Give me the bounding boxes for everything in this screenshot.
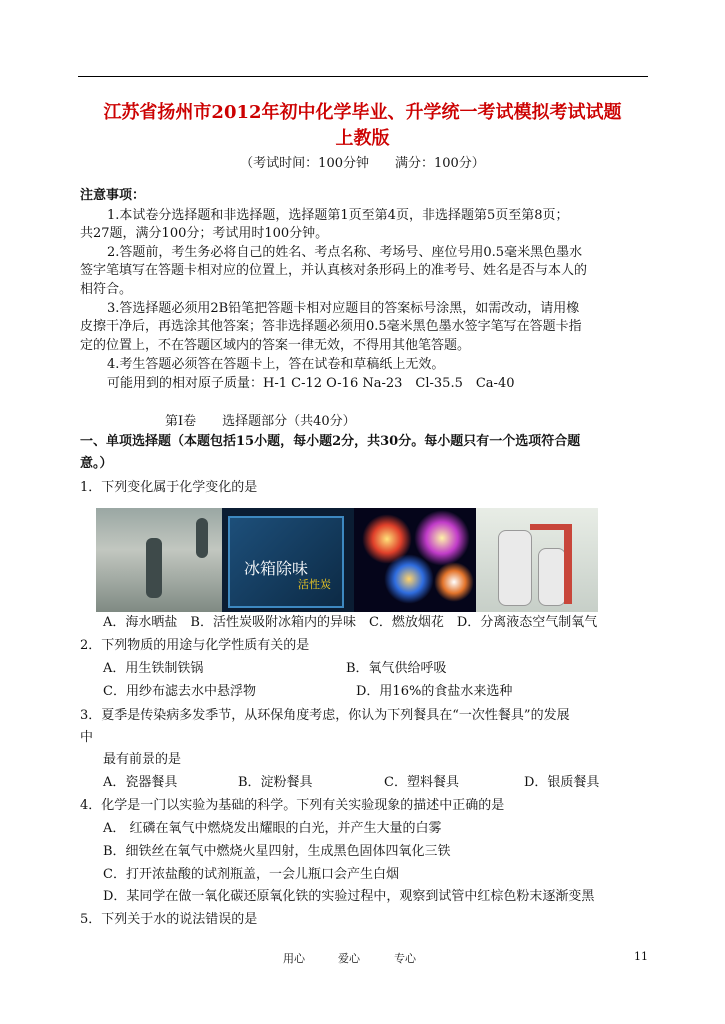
q2-option-a: A．用生铁制铁锅 bbox=[103, 661, 204, 676]
notice-line: 共27题，满分100分；考试用时100分钟。 bbox=[80, 226, 329, 241]
notice-line: 皮擦干净后，再选涂其他答案；答非选择题必须用0.5毫米黑色墨水签字笔写在答题卡指 bbox=[80, 319, 582, 334]
exam-subtitle: （考试时间：100分钟 满分：100分） bbox=[240, 156, 485, 171]
notice-line: 定的位置上，不在答题区域内的答案一律无效，不得用其他笔答题。 bbox=[80, 338, 471, 353]
footer-text: 专心 bbox=[394, 952, 416, 965]
q2-option-c: C．用纱布滤去水中悬浮物 bbox=[103, 684, 256, 699]
exam-title-line1: 江苏省扬州市2012年初中化学毕业、升学统一考试模拟考试试题 bbox=[103, 102, 622, 123]
notice-line: 签字笔填写在答题卡相对应的位置上，并认真核对条形码上的准考号、姓名是否与本人的 bbox=[80, 263, 588, 278]
firework-burst bbox=[434, 562, 474, 602]
question-4: 4．化学是一门以实验为基础的科学。下列有关实验现象的描述中正确的是 bbox=[80, 798, 505, 813]
q4-option-b: B．细铁丝在氧气中燃烧火星四射，生成黑色固体四氧化三铁 bbox=[103, 844, 451, 859]
product-box-label: 冰箱除味 bbox=[244, 559, 309, 578]
worker-figure bbox=[196, 518, 208, 558]
q4-option-d: D．某同学在做一氧化碳还原氧化铁的实验过程中，观察到试管中红棕色粉末逐渐变黑 bbox=[103, 889, 595, 904]
notice-line: 2.答题前，考生务必将自己的姓名、考点名称、考场号、座位号用0.5毫米黑色墨水 bbox=[107, 245, 583, 260]
q3-option-d: D．银质餐具 bbox=[524, 775, 600, 790]
notice-line: 相符合。 bbox=[80, 282, 133, 297]
red-pipe bbox=[530, 524, 572, 530]
question-2: 2．下列物质的用途与化学性质有关的是 bbox=[80, 638, 310, 653]
exam-title-line2: 上教版 bbox=[335, 128, 390, 149]
section1-heading: 一、单项选择题（本题包括15小题，每小题2分，共30分。每小题只有一个选项符合题 bbox=[80, 434, 581, 449]
q3-option-b: B．淀粉餐具 bbox=[238, 775, 313, 790]
footer-text: 用心 bbox=[283, 952, 305, 965]
page-number: 11 bbox=[634, 950, 648, 963]
air-separation-plant-photo bbox=[476, 508, 598, 612]
question-3-cont: 中 bbox=[80, 730, 94, 745]
question-3-cont: 最有前景的是 bbox=[103, 752, 182, 767]
question-1: 1．下列变化属于化学变化的是 bbox=[80, 480, 258, 495]
firework-burst bbox=[384, 554, 434, 604]
tank bbox=[498, 530, 532, 606]
question-5: 5．下列关于水的说法错误的是 bbox=[80, 912, 258, 927]
q4-option-a: A． 红磷在氧气中燃烧发出耀眼的白光，并产生大量的白雾 bbox=[103, 821, 442, 836]
salt-evaporation-photo bbox=[96, 508, 222, 612]
tank bbox=[538, 548, 566, 606]
header-rule bbox=[78, 76, 648, 77]
q3-option-a: A．瓷器餐具 bbox=[103, 775, 178, 790]
q3-option-c: C．塑料餐具 bbox=[384, 775, 459, 790]
question-3: 3．夏季是传染病多发季节，从环保角度考虑，你认为下列餐具在“一次性餐具”的发展 bbox=[80, 708, 570, 723]
q4-option-c: C．打开浓盐酸的试剂瓶盖，一会儿瓶口会产生白烟 bbox=[103, 867, 399, 882]
notice-heading: 注意事项： bbox=[80, 188, 146, 203]
notice-line: 4.考生答题必须答在答题卡上，答在试卷和草稿纸上无效。 bbox=[107, 357, 445, 372]
section1-heading-cont: 意。） bbox=[80, 456, 113, 471]
red-pipe bbox=[564, 524, 572, 604]
product-box bbox=[228, 516, 344, 608]
q2-option-b: B．氧气供给呼吸 bbox=[346, 661, 447, 676]
notice-line: 1.本试卷分选择题和非选择题，选择题第1页至第4页，非选择题第5页至第8页； bbox=[107, 208, 569, 223]
atomic-mass-line: 可能用到的相对原子质量：H-1 C-12 O-16 Na-23 Cl-35.5 Ca-40 bbox=[107, 376, 515, 391]
footer-text: 爱心 bbox=[338, 952, 360, 965]
fireworks-photo bbox=[354, 508, 476, 612]
notice-line: 3.答选择题必须用2B铅笔把答题卡相对应题目的答案标号涂黑，如需改动，请用橡 bbox=[107, 301, 580, 316]
part1-title: 第Ⅰ卷 选择题部分（共40分） bbox=[165, 414, 356, 429]
q1-photo-strip bbox=[96, 508, 598, 612]
product-box-sublabel: 活性炭 bbox=[298, 578, 331, 591]
fridge-deodorizer-photo bbox=[222, 508, 354, 612]
q1-options: A．海水晒盐 B．活性炭吸附冰箱内的异味 C．燃放烟花 D．分离液态空气制氧气 bbox=[103, 615, 598, 630]
q2-option-d: D．用16%的食盐水来选种 bbox=[356, 684, 513, 699]
worker-figure bbox=[146, 538, 162, 598]
